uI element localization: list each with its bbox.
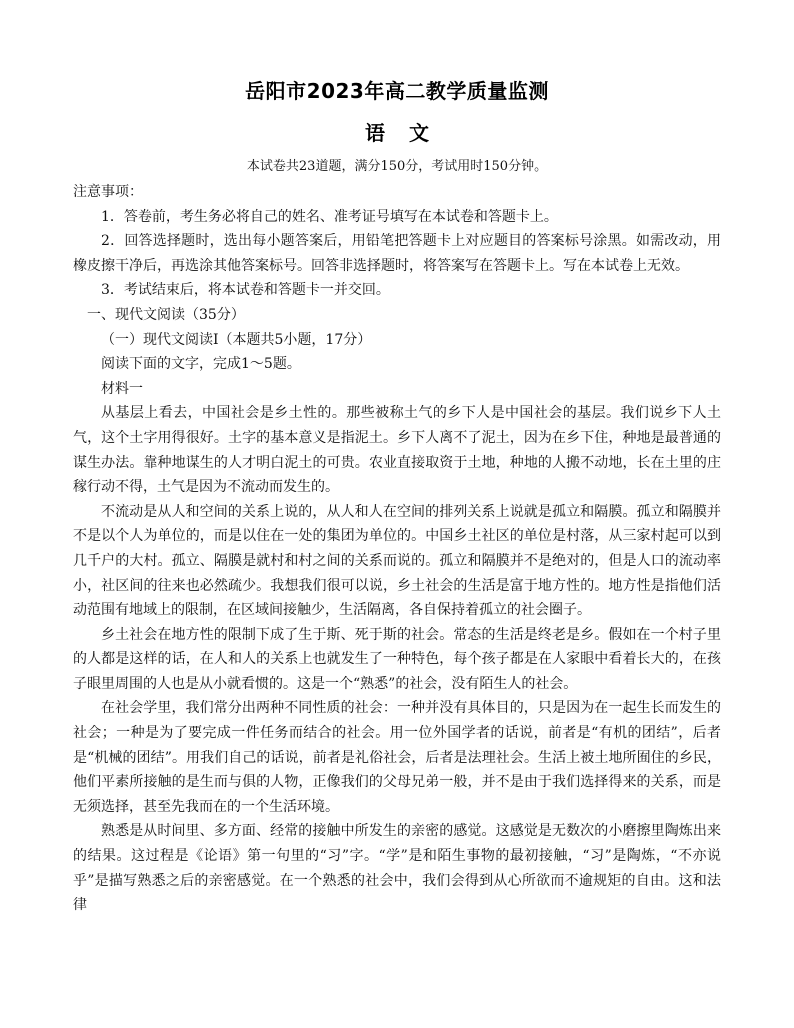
notice-item: 1．答卷前，考生务必将自己的姓名、准考证号填写在本试卷和答题卡上。 <box>101 208 558 225</box>
material-paragraph: 在社会学里，我们常分出两种不同性质的社会：一种并没有具体目的，只是因为在一起生长而发生的社会；一种是为了要完成一件任务而结合的社会。用一位外国学者的话说，前者是“有机的团结”，后者是“机械的团结”。用我们自己的话说，前者是礼俗社会，后者是法理社会。生活上被土地所囿住的乡民，他们平素所接触的是生而与俱的人物，正像我们的父母兄弟一般，并不是由于我们选择得来的关系，而是无须选择，甚至先我而在的一个生活环境。 <box>73 700 721 815</box>
notice-item: 2．回答选择题时，选出每小题答案后，用铅笔把答题卡上对应题目的答案标号涂黑。如需改动，用橡皮擦干净后，再选涂其他答案标号。回答非选择题时，将答案写在答题卡上。写在本试卷上无效。 <box>73 233 721 274</box>
material-paragraph: 从基层上看去，中国社会是乡土性的。那些被称土气的乡下人是中国社会的基层。我们说乡下人土气，这个土字用得很好。土字的基本意义是指泥土。乡下人离不了泥土，因为在乡下住，种地是最普通的谋生办法。靠种地谋生的人才明白泥土的可贵。农业直接取资于土地，种地的人搬不动地，长在土里的庄稼行动不得，土气是因为不流动而发生的。 <box>73 405 721 496</box>
subject-title: 语文 <box>365 121 453 145</box>
exam-title: 岳阳市2023年高二教学质量监测 <box>245 79 549 103</box>
material-label: 材料一 <box>101 380 143 397</box>
section-heading: 一、现代文阅读（35分） <box>87 306 245 323</box>
exam-info: 本试卷共23道题，满分150分，考试用时150分钟。 <box>246 159 548 174</box>
notice-item: 3．考试结束后，将本试卷和答题卡一并交回。 <box>101 282 390 299</box>
material-paragraph: 不流动是从人和空间的关系上说的，从人和人在空间的排列关系上说就是孤立和隔膜。孤立和隔膜并不是以个人为单位的，而是以住在一处的集团为单位的。中国乡土社区的单位是村落，从三家村起可以到几千户的大村。孤立、隔膜是就村和村之间的关系而说的。孤立和隔膜并不是绝对的，但是人口的流动率小，社区间的往来也必然疏少。我想我们很可以说，乡土社会的生活是富于地方性的。地方性是指他们活动范围有地域上的限制，在区域间接触少，生活隔离，各自保持着孤立的社会圈子。 <box>73 503 721 619</box>
section-sub-heading: （一）现代文阅读I（本题共5小题，17分） <box>101 331 372 348</box>
exam-body <box>73 180 721 918</box>
notice-heading: 注意事项： <box>73 184 143 200</box>
material-paragraph: 熟悉是从时间里、多方面、经常的接触中所发生的亲密的感觉。这感觉是无数次的小磨擦里陶炼出来的结果。这过程是《论语》第一句里的“习”字。“学”是和陌生事物的最初接触，“习”是陶炼，“不亦说乎”是描写熟悉之后的亲密感觉。在一个熟悉的社会中，我们会得到从心所欲而不逾规矩的自由。这和法律 <box>73 823 721 914</box>
reading-instruction: 阅读下面的文字，完成1～5题。 <box>101 356 301 373</box>
material-paragraph: 乡土社会在地方性的限制下成了生于斯、死于斯的社会。常态的生活是终老是乡。假如在一个村子里的人都是这样的话，在人和人的关系上也就发生了一种特色，每个孩子都是在人家眼中看着长大的，在孩子眼里周围的人也是从小就看惯的。这是一个“熟悉”的社会，没有陌生人的社会。 <box>73 626 721 692</box>
